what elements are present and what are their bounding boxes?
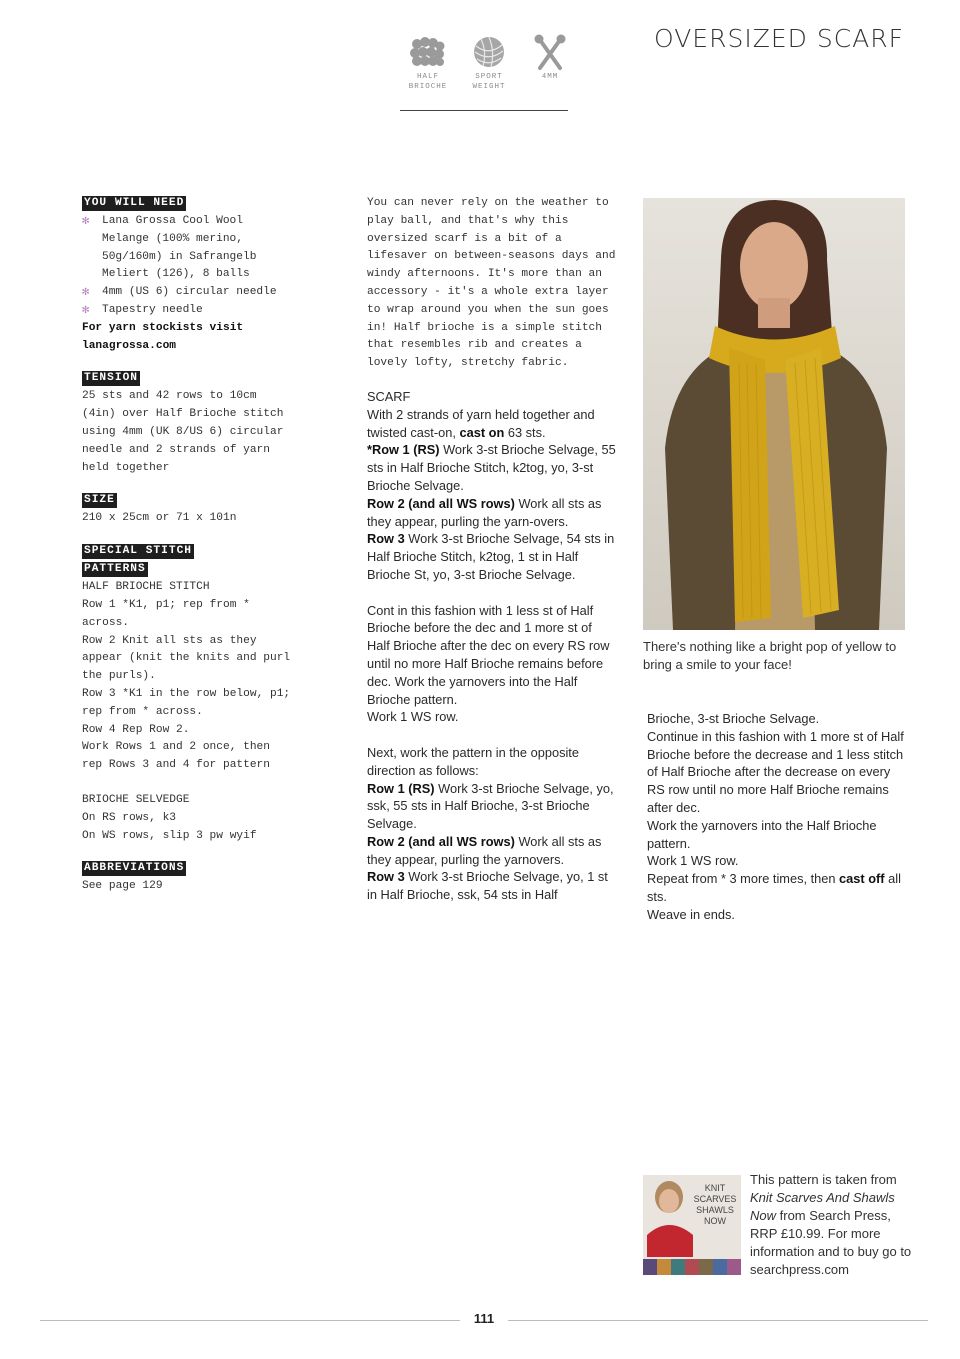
continued-text: Brioche, 3-st Brioche Selvage. (647, 711, 820, 726)
stitch-row: Row 4 Rep Row 2. (82, 723, 190, 736)
list-item: ✻ Tapestry needle (82, 302, 292, 320)
continue-instruction: Cont in this fashion with 1 less st of Half Brioche before the dec and 1 more st of Half Brioche after the dec on every RS row until no more Half Brioche remains before dec. Work the yarnovers into the Half Brioche pattern. (367, 602, 610, 707)
icon-caption: HALF BRIOCHE (408, 73, 448, 91)
pattern-info-icons (400, 34, 568, 111)
abbreviations-text: See page 129 (82, 880, 163, 893)
stockist-link[interactable]: lanagrossa.com (82, 339, 176, 352)
stitch-row: Row 3 *K1 in the row below, p1; rep from * across. (82, 687, 291, 718)
photo-caption: There's nothing like a bright pop of yellow to bring a smile to your face! (643, 639, 897, 672)
footer-rule-right (508, 1320, 928, 1321)
stitch-row: Row 2 Knit all sts as they appear (knit the knits and purl the purls). (82, 634, 291, 683)
materials-column (82, 195, 292, 911)
half-brioche-icon (408, 34, 448, 70)
list-item: ✻ 4mm (US 6) circular needle (82, 284, 292, 302)
selvedge-line: On WS rows, slip 3 pw wyif (82, 829, 257, 842)
special-stitch-section (82, 543, 292, 775)
abbreviations-section (82, 860, 292, 896)
page-number: 111 (473, 1311, 495, 1326)
tension-text: 25 sts and 42 rows to 10cm (4in) over Half Brioche stitch using 4mm (UK 8/US 6) circular needle and 2 strands of yarn held together (82, 390, 284, 474)
icon-caption: 4MM (541, 73, 559, 81)
book-cover-title: KNIT SCARVES SHAWLS NOW (693, 1183, 737, 1226)
yarn-ball-icon (469, 34, 509, 70)
ws-row-instruction: Work 1 WS row. (367, 709, 459, 725)
pattern-continued-column (647, 710, 907, 924)
section-heading: SIZE (84, 494, 115, 507)
pattern-column (367, 195, 617, 904)
continued-text: Continue in this fashion with 1 more st of Half Brioche before the decrease and 1 less stitch of Half Brioche after the decrease on every RS row until no more Half Brioche remains after dec. (647, 728, 904, 815)
size-text: 210 x 25cm or 71 x 101n (82, 512, 237, 525)
selvedge-section (82, 792, 292, 845)
selvedge-line: On RS rows, k3 (82, 811, 176, 824)
stitch-note: Work Rows 1 and 2 once, then rep Rows 3 and 4 for pattern (82, 741, 270, 772)
stockist-text: For yarn stockists visit (82, 321, 244, 334)
book-promo-text: This pattern is taken from Knit Scarves And Shawls Now from Search Press, RRP £10.99. For more information and to buy go to searchpress.com (750, 1172, 912, 1277)
stitch-row: Row 1 *K1, p1; rep from * across. (82, 598, 250, 629)
list-item: ✻ Lana Grossa Cool Wool Melange (100% merino, 50g/160m) in Safrangelb Meliert (126), 8 balls (82, 213, 292, 284)
pattern-row: *Row 1 (RS) Work 3-st Brioche Selvage, 55 sts in Half Brioche Stitch, k2tog, yo, 3-st Brioche Selvage. (367, 442, 616, 493)
pattern-row: Row 3 Work 3-st Brioche Selvage, yo, 1 st in Half Brioche, ssk, 54 sts in Half (367, 869, 608, 903)
page-title: OVERSIZED SCARF (653, 24, 904, 53)
needles-icon (530, 34, 570, 70)
pattern-row: Row 3 Work 3-st Brioche Selvage, 54 sts in Half Brioche Stitch, k2tog, 1 st in Half Brioche St, yo, 3-st Brioche Selvage. (367, 531, 615, 582)
book-cover (643, 1175, 741, 1275)
half-brioche-info (400, 34, 456, 92)
section-heading: PATTERNS (84, 563, 146, 576)
needle-size-info (522, 34, 578, 82)
section-heading: ABBREVIATIONS (84, 862, 185, 875)
selvedge-heading: BRIOCHE SELVEDGE (82, 793, 190, 806)
icon-caption: SPORT WEIGHT (472, 73, 506, 91)
footer-rule-left (40, 1320, 460, 1321)
pattern-row: Row 2 (and all WS rows) Work all sts as they appear, purling the yarnovers. (367, 833, 602, 867)
repeat-instruction: Repeat from * 3 more times, then cast off all sts. (647, 871, 901, 904)
section-heading: SPECIAL STITCH (84, 545, 192, 558)
section-heading: TENSION (84, 372, 138, 385)
pattern-row: Row 2 (and all WS rows) Work all sts as they appear, purling the yarn-overs. (367, 495, 602, 529)
tension-section (82, 370, 292, 477)
section-heading: YOU WILL NEED (84, 197, 185, 209)
cast-on-instruction: With 2 strands of yarn held together and twisted cast-on, cast on 63 sts. (367, 406, 595, 440)
pattern-row: Row 1 (RS) Work 3-st Brioche Selvage, yo, ssk, 55 sts in Half Brioche, 3-st Brioche Selvage. (367, 780, 614, 832)
ws-row-instruction: Work 1 WS row. (647, 853, 739, 869)
stitch-subheading: HALF BRIOCHE STITCH (82, 581, 210, 594)
size-section (82, 492, 292, 528)
scarf-heading: SCARF (367, 388, 411, 404)
yarn-weight-info (461, 34, 517, 92)
next-instruction: Next, work the pattern in the opposite direction as follows: (367, 744, 579, 778)
model-photo (643, 198, 905, 630)
you-will-need-section (82, 195, 292, 355)
continued-text: Work the yarnovers into the Half Brioche pattern. (647, 817, 877, 851)
finishing-instruction: Weave in ends. (647, 906, 735, 922)
intro-text: You can never rely on the weather to play ball, and that's why this oversized scarf is a bit of a lifesaver on between-seasons days and windy afternoons. It's more than an accessory - it's a whole extra layer to wrap around you when the sun goes in! Half brioche is a simple stitch that resembles rib and creates a lovely lofty, stretchy fabric. (367, 197, 616, 370)
